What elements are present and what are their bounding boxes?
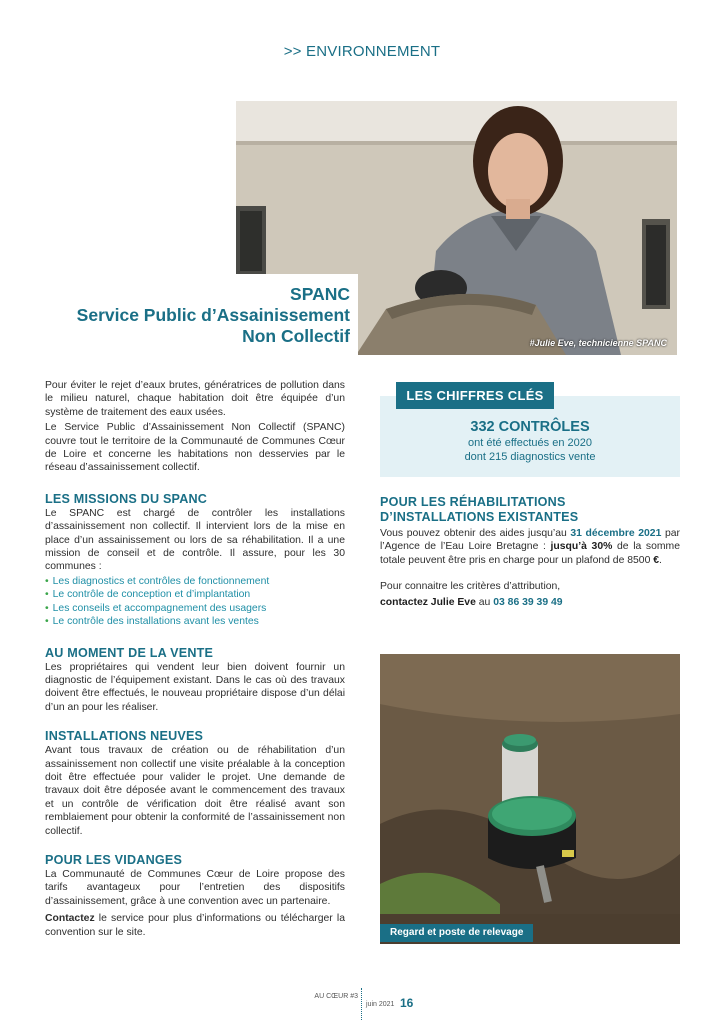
title-line-1: SPANC — [290, 284, 350, 304]
rehab-text — [380, 527, 680, 567]
magazine-name: AU CŒUR #3 — [314, 993, 358, 1000]
neuves-text: Avant tous travaux de création ou de réhabilitation d’un assainissement non collectif une visite préalable à la conception doit être effectuée pour valider le projet. Une demande de travaux doit être déposée avant le commencement des travaux et un contrôle de vérification doit être réalisé avant son remblaiement pour obtenir la conformité de l’assainissement non collectif. — [45, 745, 345, 837]
rehab-text-3: de la somme totale peuvent être pris en charge pour un plafond de 8500 — [380, 541, 680, 566]
contact-bold: Contactez — [45, 913, 95, 925]
missions-list — [45, 575, 345, 629]
controls-line-1: ont été effectués en 2020 — [468, 437, 592, 449]
section-tag: >> ENVIRONNEMENT — [283, 43, 441, 60]
rehab-heading-2: D’INSTALLATIONS EXISTANTES — [380, 510, 579, 524]
contact-rest: le service pour plus d’informations ou télécharger la convention sur le site. — [45, 913, 345, 938]
vente-heading: AU MOMENT DE LA VENTE — [45, 645, 214, 660]
contact-au: au — [475, 596, 494, 608]
vente-text: Les propriétaires qui vendent leur bien doivent fournir un diagnostic de l’équipement existant. Dans le cas où des travaux doivent être effectués, le nouveau propriétaire dispose d’un délai d’un an pour les réaliser. — [45, 661, 345, 713]
aid-percentage: jusqu’à 30% — [550, 541, 613, 553]
rehab-text-1: Vous pouvez obtenir des aides jusqu’au — [380, 528, 571, 539]
rehab-section — [380, 495, 680, 609]
key-figures-content — [380, 418, 680, 464]
criteria-text: Pour connaitre les critères d’attribution, — [380, 581, 561, 593]
list-item: • Les conseils et accompagnement des usagers — [45, 602, 345, 615]
page-number: 16 — [400, 996, 414, 1010]
phone-number: 03 86 39 39 49 — [493, 596, 563, 608]
hero-caption: #Julie Eve, technicienne SPANC — [529, 338, 667, 348]
list-item: • Les diagnostics et contrôles de fonctionnement — [45, 575, 345, 588]
vidanges-text: La Communauté de Communes Cœur de Loire propose des tarifs avantageux pour l’entretien des dispositifs d’assainissement, grâce à une convention avec un partenaire. — [45, 868, 345, 907]
list-item: • Le contrôle de conception et d’implantation — [45, 588, 345, 601]
controls-count: 332 CONTRÔLES — [470, 419, 590, 435]
rehab-text-2: par l’Agence de l’Eau Loire Bretagne : — [380, 528, 681, 553]
deadline-date: 31 décembre 2021 — [570, 528, 662, 539]
missions-text: Le SPANC est chargé de contrôler les installations d’assainissement non collectif. Il intervient lors de la mise en place d’un assainissement ou lors de sa réhabilitation. Il a une mission de conseil et de contrôle. Il assure, pour les 30 communes : — [45, 507, 345, 573]
title-line-3: Non Collectif — [242, 326, 350, 346]
missions-heading: LES MISSIONS DU SPANC — [45, 491, 208, 506]
installation-photo — [380, 654, 680, 944]
installation-photo-image — [380, 654, 680, 944]
installation-caption: Regard et poste de relevage — [380, 924, 533, 942]
intro-paragraph-1: Pour éviter le rejet d’eaux brutes, génératrices de pollution dans le milieu naturel, chaque habitation doit être équipée d’un système de traitement des eaux usées. — [45, 380, 345, 418]
left-column — [45, 379, 345, 939]
footer-divider — [361, 988, 362, 1020]
list-item: • Le contrôle des installations avant les ventes — [45, 615, 345, 628]
controls-line-2: dont 215 diagnostics vente — [464, 451, 596, 463]
vidanges-heading: POUR LES VIDANGES — [45, 852, 183, 867]
contact-line — [380, 596, 680, 609]
issue-date: juin 2021 — [366, 1001, 395, 1008]
article-title — [40, 274, 358, 356]
euro-sign: € — [653, 554, 660, 566]
rehab-heading-1: POUR LES RÉHABILITATIONS — [380, 495, 566, 509]
title-line-2: Service Public d’Assainissement — [76, 305, 350, 325]
neuves-heading: INSTALLATIONS NEUVES — [45, 729, 204, 744]
contact-name: contactez Julie Eve — [380, 596, 476, 608]
key-figures-tab: LES CHIFFRES CLÉS — [396, 382, 554, 409]
rehab-text-4: . — [659, 554, 662, 566]
page-footer — [0, 988, 724, 1024]
vidanges-contact — [45, 912, 345, 939]
intro-paragraph-2: Le Service Public d’Assainissement Non Collectif (SPANC) couvre tout le territoire de la Communauté de Communes Cœur de Loire et concerne les habitations non desservies par le réseau d’assainissement collectif. — [45, 422, 345, 474]
